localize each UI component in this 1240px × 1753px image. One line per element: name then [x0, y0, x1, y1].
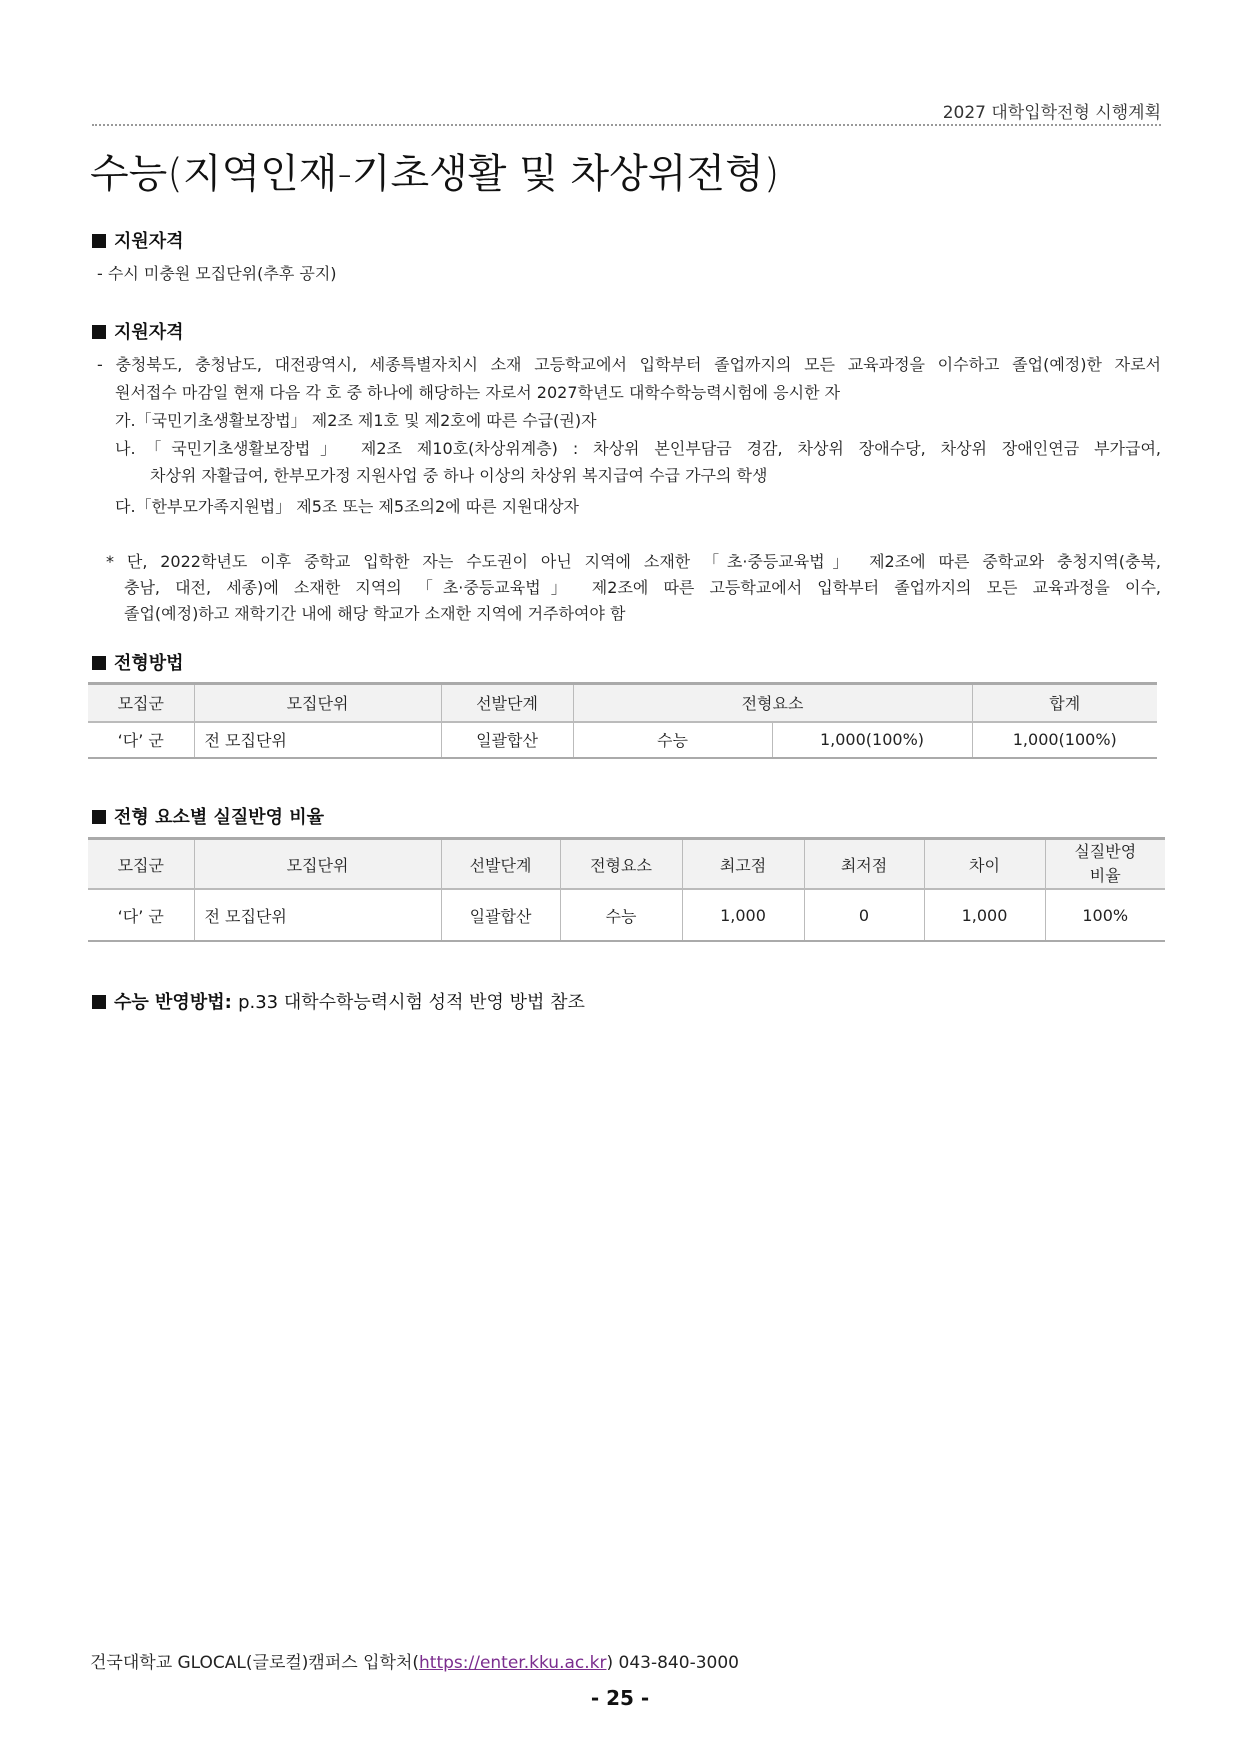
cell: 1,000 [924, 889, 1045, 941]
square-bullet-icon [92, 810, 106, 824]
note-line: 충남, 대전, 세종)에 소재한 지역의 「초·중등교육법」 제2조에 따른 고등학교에서 입학부터 졸업까지의 모든 교육과정을 이수, [124, 578, 1161, 597]
col-header: 선발단계 [441, 684, 573, 722]
eligibility-line: 가.「국민기초생활보장법」 제2조 제1호 및 제2호에 따른 수급(권)자 [115, 411, 597, 430]
heading-text: 전형방법 [114, 653, 184, 674]
cell: 일괄합산 [441, 722, 573, 758]
cell: ‘다’ 군 [88, 889, 194, 941]
section-heading-eligibility-2 [92, 318, 184, 344]
footer-prefix: 건국대학교 GLOCAL(글로컬)캠퍼스 입학처( [90, 1653, 420, 1673]
admissions-link[interactable]: https://enter.kku.ac.kr [419, 1653, 607, 1673]
cell: ‘다’ 군 [88, 722, 194, 758]
table-row [88, 722, 1157, 758]
col-header [1045, 839, 1165, 890]
square-bullet-icon [92, 656, 106, 670]
selection-method-table [88, 682, 1157, 759]
cell: 1,000(100%) [972, 722, 1157, 758]
col-header: 선발단계 [441, 839, 560, 890]
header-line: 실질반영 [1074, 842, 1137, 861]
heading-text: 전형 요소별 실질반영 비율 [114, 807, 325, 828]
section-heading-selection-method [92, 649, 184, 675]
page-number: - 25 - [590, 1686, 650, 1710]
note-line: * 단, 2022학년도 이후 중학교 입학한 자는 수도권이 아닌 지역에 소재한 「초·중등교육법」 제2조에 따른 중학교와 충청지역(충북, [106, 552, 1161, 571]
running-header: 2027 대학입학전형 시행계획 [942, 103, 1161, 123]
col-header: 모집군 [88, 839, 194, 890]
cell: 전 모집단위 [194, 889, 441, 941]
page-title: 수능(지역인재-기초생활 및 차상위전형) [90, 151, 780, 197]
note-line: 졸업(예정)하고 재학기간 내에 해당 학교가 소재한 지역에 거주하여야 함 [124, 604, 626, 623]
cell: 1,000(100%) [772, 722, 972, 758]
header-line: 비율 [1089, 866, 1121, 885]
col-header: 차이 [924, 839, 1045, 890]
heading-text: 수능 반영방법: [114, 992, 232, 1013]
col-header: 모집단위 [194, 684, 441, 722]
csat-method-text: p.33 대학수학능력시험 성적 반영 방법 참조 [238, 992, 585, 1013]
effective-ratio-table [88, 837, 1165, 942]
section-heading-eligibility-1 [92, 227, 184, 253]
cell: 100% [1045, 889, 1165, 941]
footer-suffix: ) 043-840-3000 [606, 1653, 739, 1673]
cell: 전 모집단위 [194, 722, 441, 758]
square-bullet-icon [92, 995, 106, 1009]
header-divider [92, 124, 1161, 126]
col-header: 전형요소 [573, 684, 972, 722]
square-bullet-icon [92, 234, 106, 248]
col-header: 최저점 [804, 839, 924, 890]
cell: 0 [804, 889, 924, 941]
section-heading-effective-ratio [92, 803, 324, 829]
eligibility-line: - 충청북도, 충청남도, 대전광역시, 세종특별자치시 소재 고등학교에서 입학부터 졸업까지의 모든 교육과정을 이수하고 졸업(예정)한 자로서 [97, 355, 1161, 374]
cell: 1,000 [682, 889, 804, 941]
footer-contact [90, 1648, 739, 1673]
eligibility-line: 다.「한부모가족지원법」 제5조 또는 제5조의2에 따른 지원대상자 [115, 497, 579, 516]
heading-text: 지원자격 [114, 231, 184, 252]
section-heading-csat-method [92, 988, 585, 1014]
heading-text: 지원자격 [114, 322, 184, 343]
cell: 수능 [560, 889, 682, 941]
col-header: 모집단위 [194, 839, 441, 890]
eligibility-line: 나.「국민기초생활보장법」 제2조 제10호(차상위계층) : 차상위 본인부담금 경감, 차상위 장애수당, 차상위 장애인연금 부가급여, [115, 439, 1161, 458]
eligibility-line: 원서접수 마감일 현재 다음 각 호 중 하나에 해당하는 자로서 2027학년도 대학수학능력시험에 응시한 자 [115, 383, 841, 402]
cell: 일괄합산 [441, 889, 560, 941]
col-header: 최고점 [682, 839, 804, 890]
col-header: 전형요소 [560, 839, 682, 890]
square-bullet-icon [92, 325, 106, 339]
eligibility-line: 차상위 자활급여, 한부모가정 지원사업 중 하나 이상의 차상위 복지급여 수급 가구의 학생 [150, 466, 768, 485]
col-header: 합계 [972, 684, 1157, 722]
eligibility-item: - 수시 미충원 모집단위(추후 공지) [97, 264, 337, 283]
col-header: 모집군 [88, 684, 194, 722]
table-row [88, 889, 1165, 941]
cell: 수능 [573, 722, 772, 758]
